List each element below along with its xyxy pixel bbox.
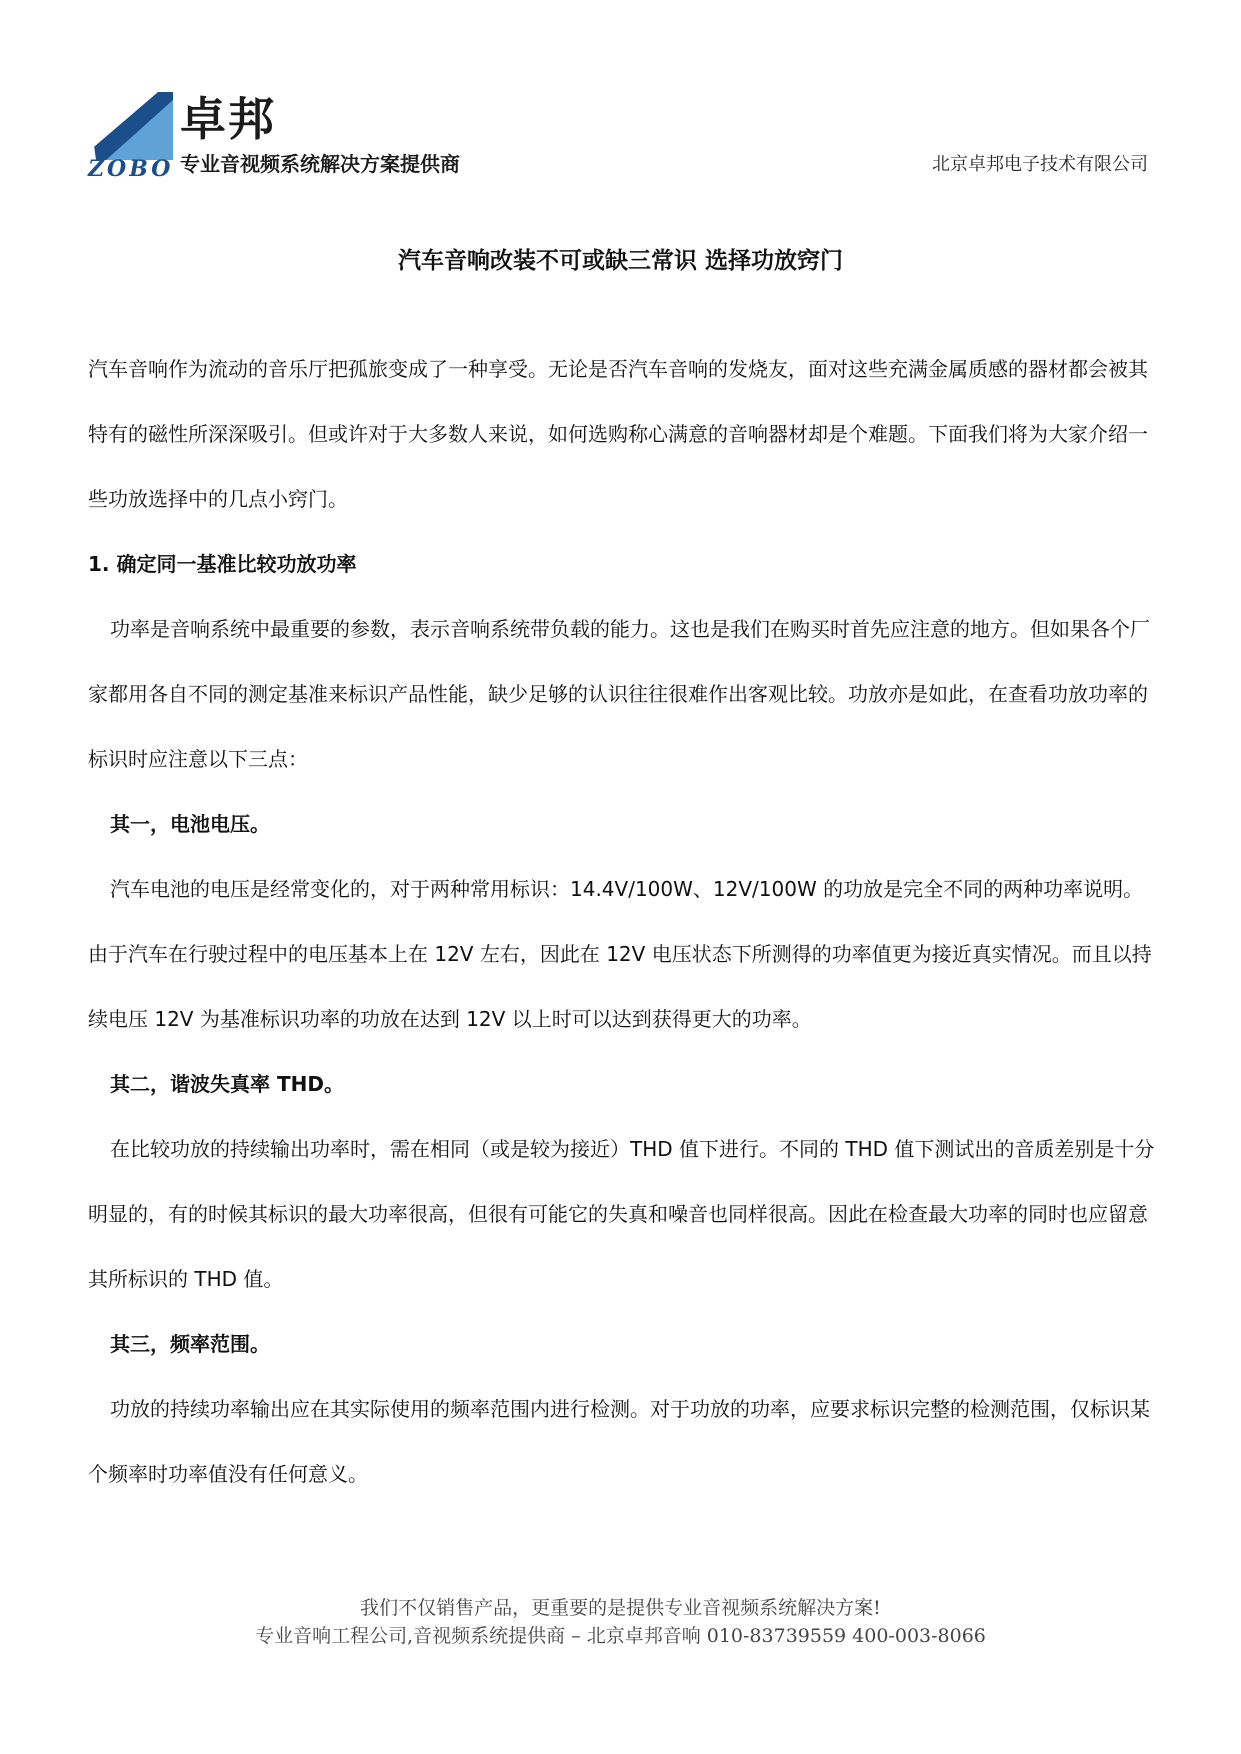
logo-latin-name: ZOBO — [88, 156, 174, 182]
point-paragraph-frequency: 功放的持续功率输出应在其实际使用的频率范围内进行检测。对于功放的功率，应要求标识完整的检测范围，仅标识某个频率时功率值没有任何意义。 — [88, 1397, 1150, 1486]
point-heading-frequency: 其三，频率范围。 — [110, 1332, 270, 1356]
point-paragraph-voltage: 汽车电池的电压是经常变化的，对于两种常用标识：14.4V/100W、12V/100W 的功放是完全不同的两种功率说明。由于汽车在行驶过程中的电压基本上在 12V 左右，因此在 12V 电压状态下所测得的功率值更为接近真实情况。而且以持续电压 12V 为基准标识功率的功放在达到 12V 以上时可以达到获得更大的功率。 — [88, 877, 1152, 1031]
point-heading-voltage: 其一，电池电压。 — [110, 812, 270, 836]
article-title: 汽车音响改装不可或缺三常识 选择功放窍门 — [397, 248, 843, 274]
page-footer — [0, 1594, 1241, 1650]
section-paragraph: 功率是音响系统中最重要的参数，表示音响系统带负载的能力。这也是我们在购买时首先应注意的地方。但如果各个厂家都用各自不同的测定基准来标识产品性能，缺少足够的认识往往很难作出客观比较。功放亦是如此，在查看功放功率的标识时应注意以下三点： — [88, 617, 1150, 771]
section-heading: 1. 确定同一基准比较功放功率 — [88, 552, 357, 576]
point-heading-thd: 其二，谐波失真率 THD。 — [110, 1072, 344, 1096]
footer-slogan: 我们不仅销售产品，更重要的是提供专业音视频系统解决方案! — [360, 1597, 881, 1619]
intro-paragraph: 汽车音响作为流动的音乐厅把孤旅变成了一种享受。无论是否汽车音响的发烧友，面对这些充满金属质感的器材都会被其特有的磁性所深深吸引。但或许对于大多数人来说，如何选购称心满意的音响器材却是个难题。下面我们将为大家介绍一些功放选择中的几点小窍门。 — [88, 357, 1148, 511]
zobo-logo-icon — [88, 92, 173, 160]
page-header — [88, 92, 1148, 192]
logo-tagline: 专业音视频系统解决方案提供商 — [180, 152, 460, 176]
article-body — [88, 337, 1158, 1507]
company-name: 北京卓邦电子技术有限公司 — [932, 154, 1148, 175]
logo-brand-name: 卓邦 — [180, 92, 276, 146]
point-paragraph-thd: 在比较功放的持续输出功率时，需在相同（或是较为接近）THD 值下进行。不同的 THD 值下测试出的音质差别是十分明显的，有的时候其标识的最大功率很高，但很有可能它的失真和噪音也同样很高。因此在检查最大功率的同时也应留意其所标识的 THD 值。 — [88, 1137, 1155, 1291]
footer-contact: 专业音响工程公司,音视频系统提供商 – 北京卓邦音响 010-83739559 400-003-8066 — [255, 1625, 986, 1647]
